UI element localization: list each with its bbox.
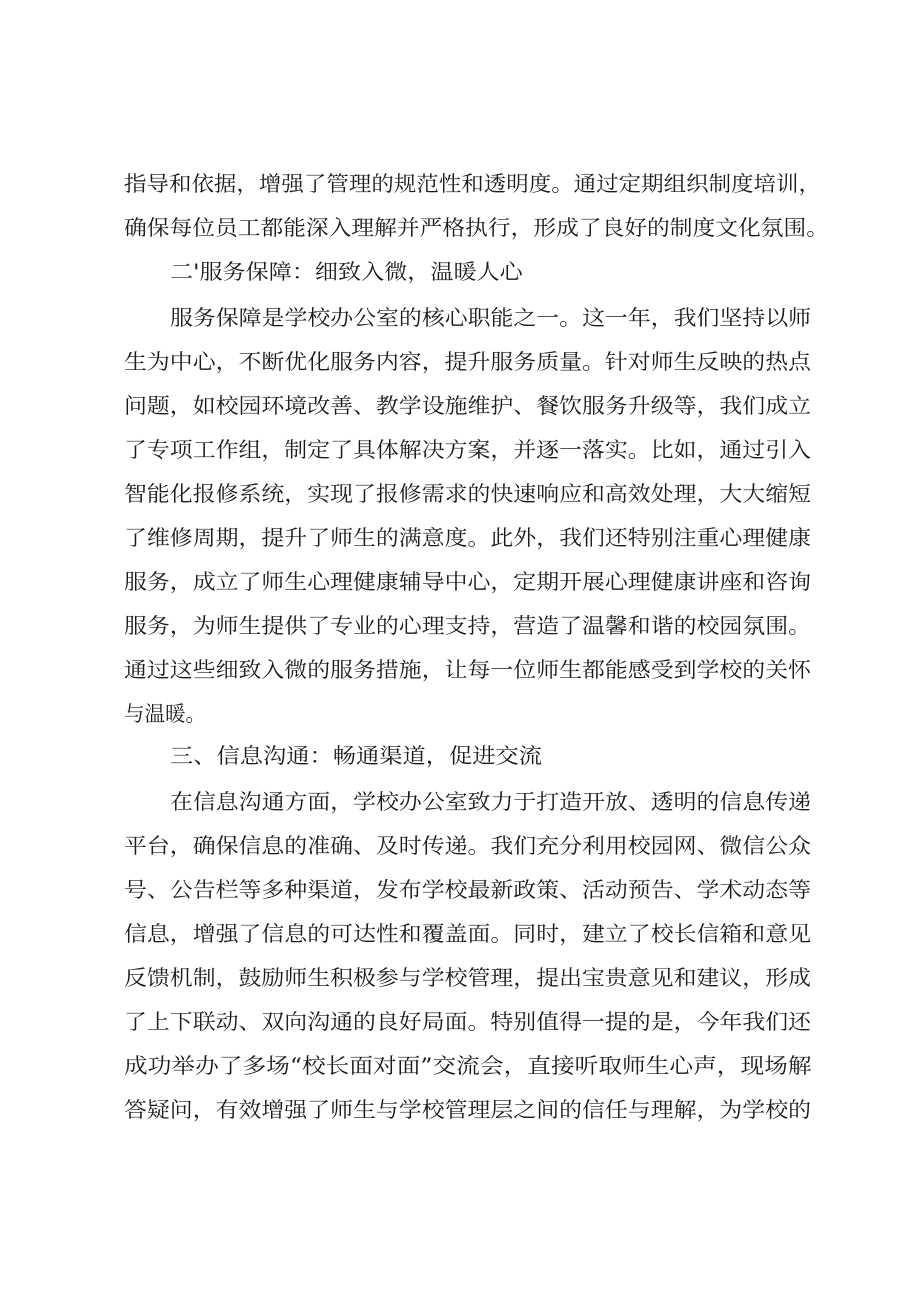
- paragraph-line: 通过这些细致入微的服务措施，让每一位师生都能感受到学校的关怀: [124, 658, 811, 682]
- paragraph-line: 指导和依据，增强了管理的规范性和透明度。通过定期组织制度培训，: [124, 172, 821, 196]
- paragraph-line: 服务保障是学校办公室的核心职能之一。这一年，我们坚持以师: [170, 306, 811, 330]
- paragraph-line: 问题，如校园环境改善、教学设施维护、餐饮服务升级等，我们成立: [124, 394, 811, 418]
- paragraph-line: 服务，成立了师生心理健康辅导中心，定期开展心理健康讲座和咨询: [124, 570, 811, 594]
- paragraph-line: 信息，增强了信息的可达性和覆盖面。同时，建立了校长信箱和意见: [124, 922, 811, 946]
- paragraph-line: 号、公告栏等多种渠道，发布学校最新政策、活动预告、学术动态等: [124, 878, 811, 902]
- paragraph-line: 平台，确保信息的准确、及时传递。我们充分利用校园网、微信公众: [124, 834, 811, 858]
- section-heading: 三、信息沟通：畅通渠道，促进交流: [170, 744, 542, 768]
- paragraph-line: 确保每位员工都能深入理解并严格执行，形成了良好的制度文化氛围。: [124, 216, 829, 240]
- paragraph-line: 了上下联动、双向沟通的良好局面。特别值得一提的是，今年我们还: [124, 1010, 811, 1034]
- paragraph-line: 答疑问，有效增强了师生与学校管理层之间的信任与理解，为学校的: [124, 1098, 811, 1122]
- paragraph-line: 与温暖。: [124, 702, 206, 726]
- paragraph-line: 了维修周期，提升了师生的满意度。此外，我们还特别注重心理健康: [124, 526, 811, 550]
- paragraph-line: 服务，为师生提供了专业的心理支持，营造了温馨和谐的校园氛围。: [124, 614, 811, 638]
- paragraph-line: 反馈机制，鼓励师生积极参与学校管理，提出宝贵意见和建议，形成: [124, 966, 811, 990]
- paragraph-line: 智能化报修系统，实现了报修需求的快速响应和高效处理，大大缩短: [124, 482, 811, 506]
- section-heading: 二'服务保障：细致入微，温暖人心: [170, 260, 523, 284]
- paragraph-line: 成功举办了多场“校长面对面”交流会，直接听取师生心声，现场解: [124, 1054, 812, 1078]
- paragraph-line: 在信息沟通方面，学校办公室致力于打造开放、透明的信息传递: [170, 790, 811, 814]
- paragraph-line: 了专项工作组，制定了具体解决方案，并逐一落实。比如，通过引入: [124, 438, 811, 462]
- paragraph-line: 生为中心，不断优化服务内容，提升服务质量。针对师生反映的热点: [124, 350, 811, 374]
